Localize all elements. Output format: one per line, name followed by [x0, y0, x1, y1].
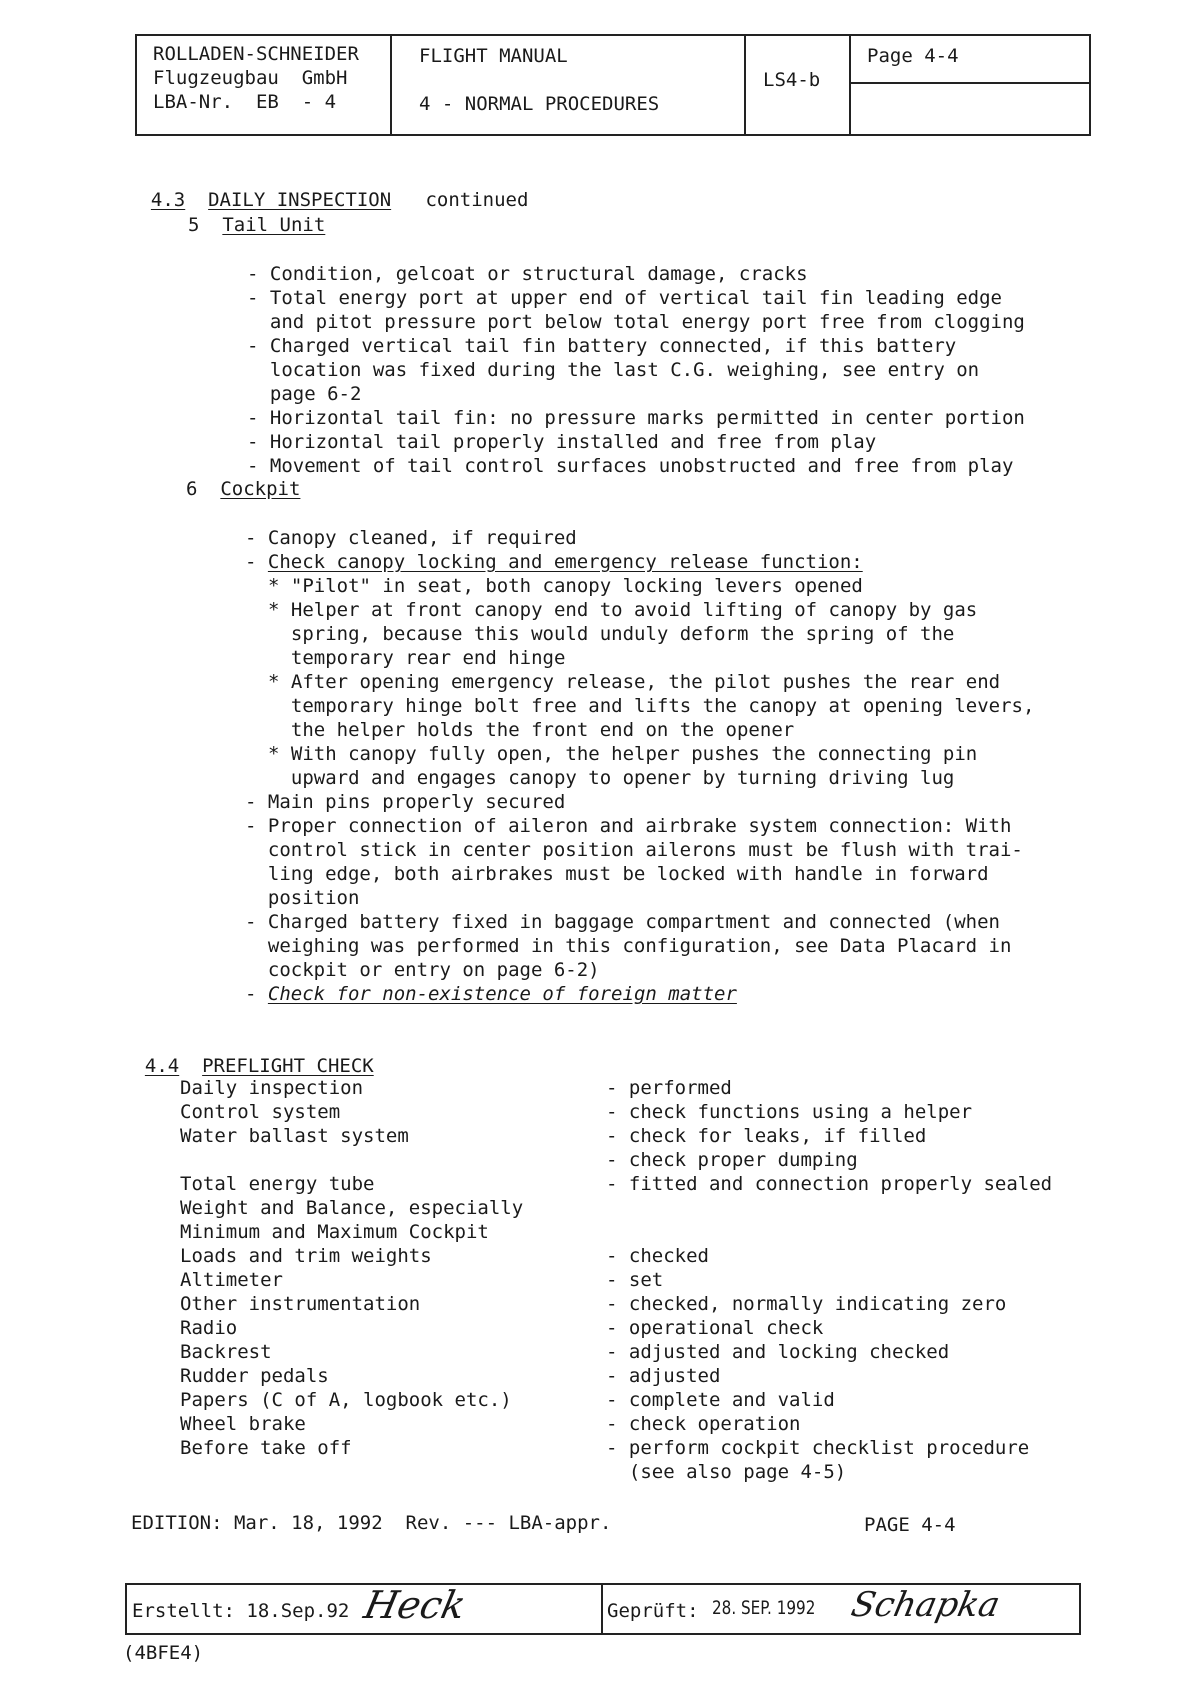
dash: -	[245, 551, 268, 573]
section-number: 4.4	[144, 1055, 180, 1077]
foreign-matter-check: Check for non-existence of foreign matter	[267, 983, 737, 1005]
section-4-4-heading	[122, 1030, 374, 1078]
section-number: 4.3	[150, 189, 186, 211]
bullet-item: * With canopy fully open, the helper pushes the connecting pin	[268, 743, 978, 765]
list-item: location was fixed during the last C.G. weighing, see entry on	[247, 359, 980, 381]
preflight-actions	[606, 1076, 1052, 1484]
header-table	[135, 34, 1091, 136]
item-number: 6	[186, 478, 198, 500]
preflight-action: - checked, normally indicating zero	[606, 1293, 1007, 1315]
list-item: position	[245, 887, 360, 909]
section-title: DAILY INSPECTION	[208, 189, 392, 211]
list-item: - Charged battery fixed in baggage compartment and connected (when	[245, 911, 1000, 933]
geprueft-date: 28. SEP. 1992	[712, 1597, 816, 1619]
preflight-action: - fitted and connection properly sealed	[606, 1173, 1053, 1195]
preflight-item: Total energy tube	[180, 1173, 375, 1195]
geprueft-label: Geprüft:	[607, 1600, 699, 1622]
preflight-action: - checked	[606, 1245, 709, 1267]
list-item: - Horizontal tail fin: no pressure marks permitted in center portion	[247, 407, 1025, 429]
preflight-action: - adjusted	[606, 1365, 721, 1387]
company-name: ROLLADEN-SCHNEIDER	[153, 43, 359, 65]
dash: -	[245, 983, 268, 1005]
preflight-item: Loads and trim weights	[180, 1245, 432, 1267]
item-5-heading	[188, 213, 325, 237]
preflight-action: - check proper dumping	[606, 1149, 858, 1171]
bullet-item: * After opening emergency release, the pilot pushes the rear end	[268, 671, 1001, 693]
list-item: - Horizontal tail properly installed and free from play	[247, 431, 877, 453]
bullet-item: * Helper at front canopy end to avoid lifting of canopy by gas	[268, 599, 978, 621]
bullet-item: the helper holds the front end on the opener	[268, 719, 795, 741]
list-item: weighing was performed in this configuration, see Data Placard in	[245, 935, 1012, 957]
item-title: Tail Unit	[222, 214, 326, 236]
erstellt-label: Erstellt: 18.Sep.92	[132, 1600, 350, 1622]
approval-box	[125, 1583, 1081, 1635]
preflight-item: Control system	[180, 1101, 341, 1123]
bullet-item: * "Pilot" in seat, both canopy locking levers opened	[268, 575, 863, 597]
list-item: - Total energy port at upper end of vertical tail fin leading edge	[247, 287, 1002, 309]
lba-number: LBA-Nr. EB - 4	[153, 91, 337, 113]
list-item: - Main pins properly secured	[245, 791, 566, 813]
preflight-item: Wheel brake	[180, 1413, 306, 1435]
preflight-item: Minimum and Maximum Cockpit	[180, 1221, 489, 1243]
preflight-item: Other instrumentation	[180, 1293, 421, 1315]
canopy-check-heading: Check canopy locking and emergency release function:	[267, 551, 863, 573]
item-number: 5	[188, 214, 200, 236]
document-code: (4BFE4)	[123, 1642, 204, 1664]
preflight-action: - complete and valid	[606, 1389, 835, 1411]
bullet-item: spring, because this would unduly deform the spring of the	[268, 623, 955, 645]
preflight-action	[606, 1220, 1052, 1244]
preflight-action: - check functions using a helper	[606, 1101, 973, 1123]
header-page-number: Page 4-4	[867, 45, 959, 67]
continued-label: continued	[425, 189, 529, 211]
chapter-title: 4 - NORMAL PROCEDURES	[419, 93, 660, 115]
list-item: ling edge, both airbrakes must be locked with handle in forward	[245, 863, 989, 885]
bullet-item: temporary rear end hinge	[268, 647, 566, 669]
preflight-action: - performed	[606, 1077, 732, 1099]
section-title: PREFLIGHT CHECK	[202, 1055, 374, 1077]
edition-line: EDITION: Mar. 18, 1992 Rev. --- LBA-appr.	[131, 1512, 612, 1534]
list-item: cockpit or entry on page 6-2)	[245, 959, 600, 981]
geprueft-signature: Schapka	[847, 1585, 1004, 1625]
preflight-item: Water ballast system	[180, 1125, 409, 1147]
manual-title: FLIGHT MANUAL	[419, 45, 568, 67]
list-item	[245, 982, 1023, 1006]
aircraft-model: LS4-b	[763, 69, 821, 91]
list-item: page 6-2	[247, 383, 362, 405]
preflight-item	[180, 1460, 523, 1484]
preflight-item: Weight and Balance, especially	[180, 1197, 524, 1219]
item-6-heading	[186, 477, 300, 501]
erstellt-signature: Heck	[360, 1583, 470, 1627]
preflight-item: Backrest	[180, 1341, 272, 1363]
item-title: Cockpit	[220, 478, 301, 500]
preflight-action: - adjusted and locking checked	[606, 1341, 950, 1363]
preflight-item: Before take off	[180, 1437, 352, 1459]
section-4-3-heading	[128, 164, 528, 212]
list-item: - Charged vertical tail fin battery connected, if this battery	[247, 335, 957, 357]
list-item: - Condition, gelcoat or structural damage, cracks	[247, 263, 808, 285]
cockpit-list-continued	[245, 766, 1023, 1030]
preflight-action	[606, 1196, 1052, 1220]
preflight-action: (see also page 4-5)	[606, 1461, 847, 1483]
list-item: control stick in center position ailerons must be flush with trai-	[245, 839, 1023, 861]
bullet-item: upward and engages canopy to opener by turning driving lug	[268, 767, 955, 789]
preflight-action: - set	[606, 1269, 664, 1291]
preflight-item: Papers (C of A, logbook etc.)	[180, 1389, 512, 1411]
preflight-action: - check operation	[606, 1413, 801, 1435]
preflight-action: - perform cockpit checklist procedure	[606, 1437, 1030, 1459]
preflight-action: - operational check	[606, 1317, 824, 1339]
preflight-item: Radio	[180, 1317, 238, 1339]
company-subname: Flugzeugbau GmbH	[153, 67, 348, 89]
preflight-item: Daily inspection	[180, 1077, 364, 1099]
preflight-action: - check for leaks, if filled	[606, 1125, 927, 1147]
preflight-items	[180, 1076, 523, 1484]
list-item: - Canopy cleaned, if required	[245, 527, 577, 549]
list-item: and pitot pressure port below total energy port free from clogging	[247, 311, 1025, 333]
list-item: - Proper connection of aileron and airbrake system connection: With	[245, 815, 1012, 837]
list-item: - Movement of tail control surfaces unobstructed and free from play	[247, 455, 1014, 477]
preflight-item: Rudder pedals	[180, 1365, 329, 1387]
footer-page-number: PAGE 4-4	[864, 1514, 956, 1536]
preflight-item	[180, 1148, 523, 1172]
tail-unit-list	[247, 238, 1025, 502]
bullet-item: temporary hinge bolt free and lifts the canopy at opening levers,	[268, 695, 1035, 717]
preflight-item: Altimeter	[180, 1269, 283, 1291]
